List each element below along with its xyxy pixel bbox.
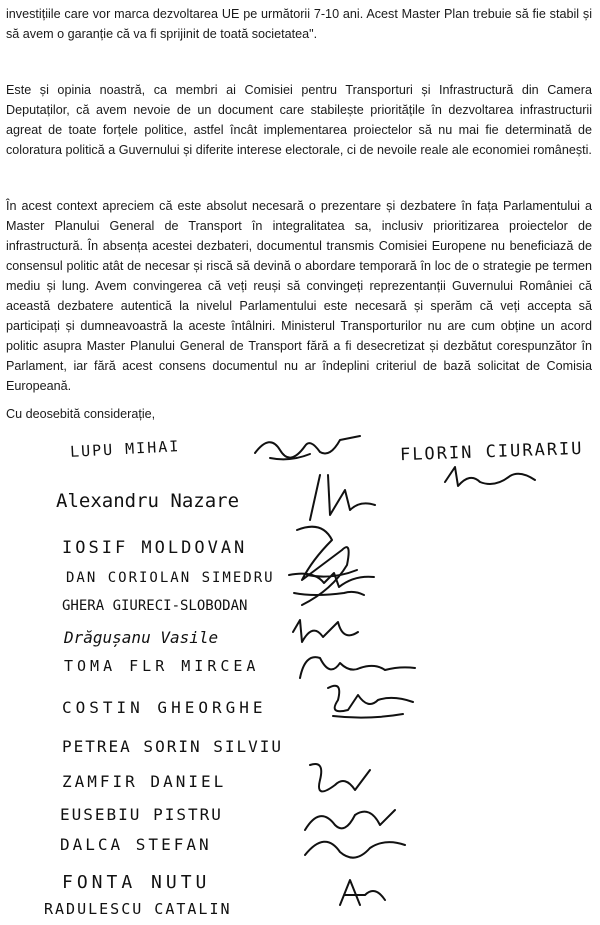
paragraph-1: investițiile care vor marca dezvoltarea UE pe următorii 7-10 ani. Acest Master Plan trebuie să fie stabil și să avem o garanție că va fi sprijinit de toată societatea".: [6, 7, 592, 41]
signatory-name: IOSIF MOLDOVAN: [62, 538, 248, 558]
signatory-name: DALCA STEFAN: [60, 835, 212, 854]
signatory-name: EUSEBIU PISTRU: [60, 805, 223, 824]
signature-scribble: [330, 875, 390, 915]
signatory-name: COSTIN GHEORGHE: [62, 698, 267, 717]
signature-scribble: [250, 428, 370, 468]
signatory-name: FONTA NUTU: [62, 872, 211, 893]
signatory-name: GHERA GIURECI-SLOBODAN: [62, 598, 248, 614]
signatory-name: PETREA SORIN SILVIU: [62, 737, 284, 756]
paragraph-2: Este și opinia noastră, ca membri ai Comisiei pentru Transporturi și Infrastructură din Camera Deputaților, că avem nevoie de un document care stabilește prioritățile în dezvoltarea infrastructurii agreat de toate forțele politice, astfel încât implementarea proiectelor să nu mai fie determinată de coloratura politică a Guvernului și diferite interese electorale, ci de nevoile reale ale economiei românești.: [6, 83, 592, 157]
signatory-name: Alexandru Nazare: [56, 490, 240, 512]
signature-scribble: [288, 612, 368, 652]
paragraph-3: În acest context apreciem că este absolut necesară o prezentare și dezbatere în fața Parlamentului a Master Planului General de Transport în integralitatea sa, inclusiv prioritizarea proiectelor de infrastructură. În absența acestei dezbateri, documentul transmis Comisiei Europene nu beneficiază de consensul politic atât de necesar și riscă să devină o abordare temporară în loc de o strategie pe termen mediu și lung. Avem convingerea că veți reuși să convingeți reprezentanții Guvernului României că această dezbatere autentică la nivelul Parlamentului este necesară și sperăm că veți accepta să participați și dumneavoastră la aceste întâlniri. Ministerul Transporturilor nu are cum obține un acord politic asupra Master Planului General de Transport fără a fi desecretizat și dezbătut corespunzător în Parlament, iar fără acest consens documentul nu ar îndeplini criteriul de bază solicitat de Comisia Europeană.: [6, 199, 592, 393]
signatory-name: DAN CORIOLAN SIMEDRU: [66, 570, 275, 586]
signature-scribble: [318, 680, 418, 722]
closing-salutation: Cu deosebită considerație,: [6, 407, 156, 421]
signature-scribble: [440, 462, 540, 492]
signatory-name: ZAMFIR DANIEL: [62, 772, 227, 791]
signatory-name: Drăgușanu Vasile: [64, 628, 219, 647]
signature-scribble: [300, 470, 380, 525]
signatory-name: RADULESCU CATALIN: [44, 900, 232, 918]
signatory-name: LUPU MIHAI: [69, 437, 181, 461]
signature-scribble: [300, 830, 410, 870]
signature-scribble: [284, 565, 384, 605]
signatory-name: TOMA FLR MIRCEA: [64, 657, 260, 675]
signatory-name: FLORIN CIURARIU: [399, 438, 584, 466]
